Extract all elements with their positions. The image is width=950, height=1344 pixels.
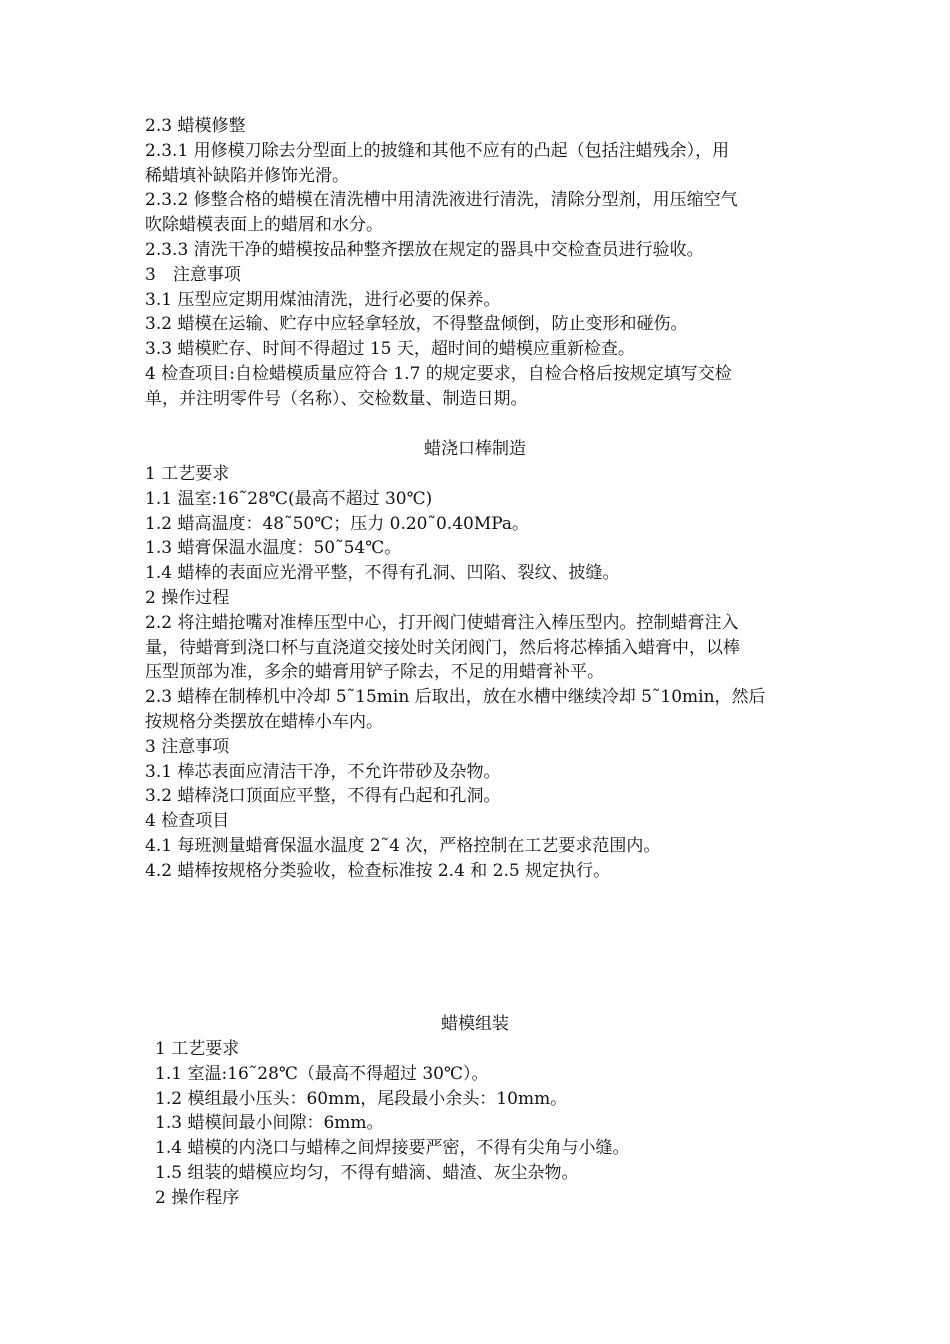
text-line: 1.2 蜡高温度：48˜50℃；压力 0.20˜0.40MPa。 [145, 513, 530, 534]
text-line: 1.5 组装的蜡模应均匀，不得有蜡滴、蜡渣、灰尘杂物。 [155, 1162, 579, 1183]
text-line: 稀蜡填补缺陷并修饰光滑。 [145, 165, 349, 186]
section-wax-trim [145, 114, 815, 412]
text-line: 1.2 模组最小压头：60mm，尾段最小余头：10mm。 [155, 1088, 568, 1109]
text-line: 3.2 蜡模在运输、贮存中应轻拿轻放，不得整盘倾倒，防止变形和碰伤。 [145, 314, 688, 335]
text-line: 2.3 蜡棒在制棒机中冷却 5˜15min 后取出，放在水槽中继续冷却 5˜10min，然后 [145, 687, 766, 708]
text-line: 1.3 蜡膏保温水温度：50˜54℃。 [145, 538, 402, 559]
text-line: 2.3.1 用修模刀除去分型面上的披缝和其他不应有的凸起（包括注蜡残余），用 [145, 140, 730, 161]
text-line: 按规格分类摆放在蜡棒小车内。 [145, 711, 383, 732]
section-sprue [145, 462, 815, 884]
text-line: 2 操作过程 [145, 587, 230, 608]
text-line: 2.3 蜡模修整 [145, 116, 246, 136]
text-line: 3.3 蜡模贮存、时间不得超过 15 天，超时间的蜡模应重新检查。 [145, 339, 635, 360]
text-line: 3.2 蜡棒浇口顶面应平整，不得有凸起和孔洞。 [145, 786, 501, 807]
text-line: 3 注意事项 [145, 736, 230, 757]
text-line: 1.4 蜡模的内浇口与蜡棒之间焊接要严密，不得有尖角与小缝。 [155, 1138, 630, 1159]
section-title-assembly: 蜡模组装 [441, 1014, 509, 1034]
text-line: 量，待蜡膏到浇口杯与直浇道交接处时关闭阀门，然后将芯棒插入蜡膏中，以棒 [145, 637, 740, 658]
text-line: 2.3.3 清洗干净的蜡模按品种整齐摆放在规定的器具中交检查员进行验收。 [145, 239, 704, 260]
text-line: 3.1 压型应定期用煤油清洗，进行必要的保养。 [145, 289, 501, 310]
section-title-sprue: 蜡浇口棒制造 [424, 439, 526, 459]
section-assembly [155, 1037, 825, 1211]
text-line: 2.3.2 修整合格的蜡模在清洗槽中用清洗液进行清洗，清除分型剂，用压缩空气 [145, 190, 738, 211]
text-line: 3 注意事项 [145, 264, 241, 285]
text-line: 4.1 每班测量蜡膏保温水温度 2˜4 次，严格控制在工艺要求范围内。 [145, 835, 661, 856]
text-line: 1.3 蜡模间最小间隙：6mm。 [155, 1113, 384, 1134]
text-line: 1 工艺要求 [145, 464, 230, 484]
text-line: 4 检查项目:自检蜡模质量应符合 1.7 的规定要求，自检合格后按规定填写交检 [145, 363, 732, 384]
text-line: 3.1 棒芯表面应清洁干净，不允许带砂及杂物。 [145, 761, 501, 782]
text-line: 1.1 温室:16˜28℃(最高不超过 30℃) [145, 488, 433, 509]
text-line: 1.1 室温:16˜28℃（最高不得超过 30℃）。 [155, 1063, 489, 1084]
text-line: 1 工艺要求 [155, 1039, 240, 1059]
text-line: 单，并注明零件号（名称）、交检数量、制造日期。 [145, 388, 528, 409]
text-line: 吹除蜡模表面上的蜡屑和水分。 [145, 215, 383, 236]
text-line: 2 操作程序 [155, 1187, 240, 1208]
text-line: 1.4 蜡棒的表面应光滑平整，不得有孔洞、凹陷、裂纹、披缝。 [145, 563, 620, 584]
text-line: 4.2 蜡棒按规格分类验收，检查标准按 2.4 和 2.5 规定执行。 [145, 860, 611, 881]
text-line: 4 检查项目 [145, 811, 230, 832]
text-line: 压型顶部为准，多余的蜡膏用铲子除去，不足的用蜡膏补平。 [145, 662, 604, 683]
text-line: 2.2 将注蜡抢嘴对准棒压型中心，打开阀门使蜡膏注入棒压型内。控制蜡膏注入 [145, 612, 739, 633]
